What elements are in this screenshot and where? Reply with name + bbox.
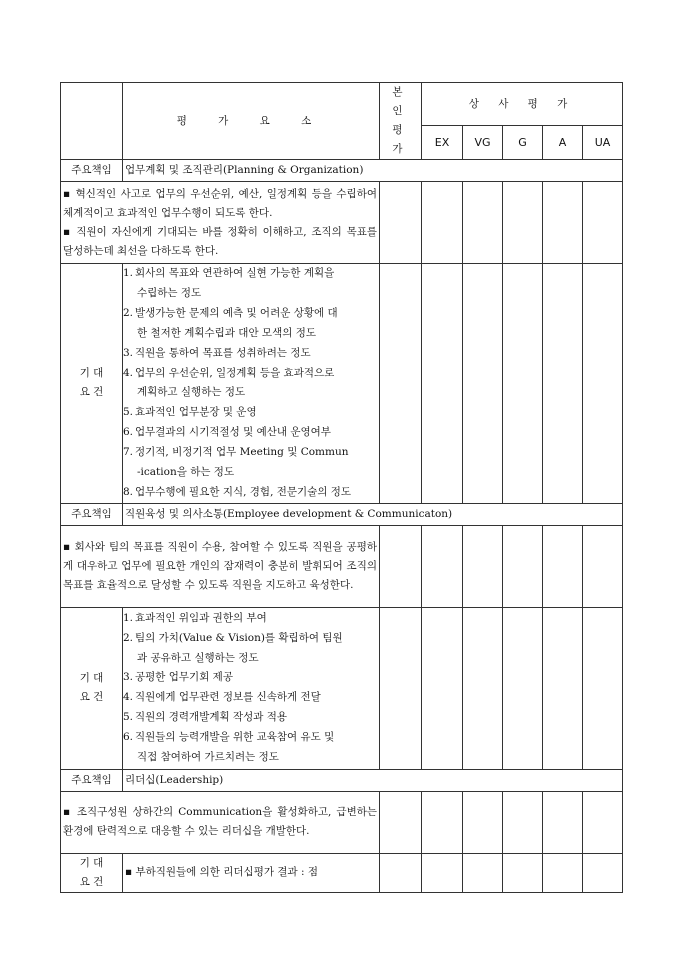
grade-cell-ex[interactable] — [422, 182, 463, 264]
self-eval-header — [380, 83, 422, 160]
item-text: 효과적인 위임과 권한의 부여 — [135, 611, 267, 624]
item-text: 업무결과의 시기적절성 및 예산내 운영여부 — [135, 426, 331, 439]
grade-cell-ex[interactable] — [422, 607, 463, 769]
item-number: 5. — [123, 711, 134, 724]
grade-header-ua: UA — [583, 126, 623, 160]
self-eval-cell[interactable] — [380, 607, 422, 769]
item-text-cont: 한 철저한 계획수립과 대안 모색의 정도 — [137, 326, 316, 339]
item-text-cont: 수립하는 정도 — [137, 286, 202, 299]
requirement-item — [125, 629, 377, 669]
grade-cell-g[interactable] — [503, 264, 543, 504]
item-text: 회사의 목표와 연관하여 실현 가능한 계획을 — [135, 267, 335, 279]
section-2-requirements — [123, 607, 380, 769]
requirement-label-line1: 기 대 — [79, 856, 104, 869]
grade-header-g: G — [503, 126, 543, 160]
item-number: 8. — [123, 485, 134, 498]
item-number: 6. — [123, 426, 134, 439]
requirement-label — [61, 607, 123, 769]
grade-cell-a[interactable] — [543, 607, 583, 769]
requirement-label — [61, 264, 123, 504]
item-text: 정기적, 비정기적 업무 Meeting 및 Commun — [135, 446, 349, 459]
grade-cell-a[interactable] — [543, 525, 583, 607]
section-1-desc-1: ▪ 혁신적인 사고로 업무의 우선순위, 예산, 일정계획 등을 수립하여 체계적이고 효과적인 업무수행이 되도록 한다. — [63, 187, 377, 219]
requirement-label — [61, 853, 123, 892]
item-text: 업무수행에 필요한 지식, 경험, 전문기술의 정도 — [135, 485, 352, 498]
item-text-cont: 계획하고 실행하는 정도 — [137, 386, 246, 399]
item-text-cont: 과 공유하고 실행하는 정도 — [137, 651, 259, 664]
requirement-label-line2: 요 건 — [79, 386, 104, 399]
self-eval-cell[interactable] — [380, 853, 422, 892]
grade-header-ex: EX — [422, 126, 463, 160]
evaluation-table — [60, 82, 623, 893]
section-label: 주요책임 — [61, 503, 123, 525]
grade-header-a: A — [543, 126, 583, 160]
self-eval-cell[interactable] — [380, 525, 422, 607]
requirement-item — [125, 403, 377, 423]
grade-cell-ex[interactable] — [422, 264, 463, 504]
section-3-requirement-text: ▪ 부하직원들에 의한 리더십평가 결과 : 점 — [123, 853, 380, 892]
grade-cell-vg[interactable] — [463, 607, 503, 769]
requirement-item — [125, 728, 377, 768]
grade-cell-a[interactable] — [543, 853, 583, 892]
grade-cell-ua[interactable] — [583, 791, 623, 853]
grade-header-vg: VG — [463, 126, 503, 160]
requirement-label-line1: 기 대 — [79, 672, 104, 685]
requirement-item — [125, 483, 377, 503]
requirement-item — [125, 609, 377, 629]
grade-cell-ua[interactable] — [583, 264, 623, 504]
self-eval-header-line2: 평 가 — [392, 124, 409, 155]
grade-cell-ex[interactable] — [422, 853, 463, 892]
self-eval-cell[interactable] — [380, 182, 422, 264]
section-2-description: ▪ 회사와 팀의 목표를 직원이 수용, 참여할 수 있도록 직원을 공평하게 대우하고 업무에 필요한 개인의 잠재력이 충분히 발휘되어 조직의 목표를 효율적으로 달성할 수 있도록 직원을 지도하고 육성한다. — [61, 525, 380, 607]
requirement-item — [125, 364, 377, 404]
grade-cell-g[interactable] — [503, 182, 543, 264]
grade-cell-g[interactable] — [503, 525, 543, 607]
section-label: 주요책임 — [61, 160, 123, 182]
requirement-label-line2: 요 건 — [79, 691, 104, 704]
item-text: 효과적인 업무분장 및 운영 — [135, 406, 257, 419]
item-number: 2. — [123, 306, 134, 319]
grade-cell-g[interactable] — [503, 853, 543, 892]
item-text: 공평한 업무기회 제공 — [135, 671, 233, 684]
grade-cell-g[interactable] — [503, 791, 543, 853]
item-number: 1. — [123, 267, 134, 279]
header-corner-cell — [61, 83, 123, 160]
item-number: 6. — [123, 731, 134, 744]
item-number: 3. — [123, 671, 134, 684]
self-eval-header-line1: 본 인 — [392, 86, 409, 117]
requirement-item — [125, 668, 377, 688]
item-number: 5. — [123, 406, 134, 419]
section-2-title: 직원육성 및 의사소통(Employee development & Communicaton) — [123, 503, 623, 525]
self-eval-cell[interactable] — [380, 791, 422, 853]
item-text-cont: -ication을 하는 정도 — [137, 466, 235, 479]
grade-cell-vg[interactable] — [463, 791, 503, 853]
grade-cell-ua[interactable] — [583, 607, 623, 769]
item-number: 7. — [123, 446, 134, 459]
grade-cell-vg[interactable] — [463, 264, 503, 504]
grade-cell-a[interactable] — [543, 791, 583, 853]
requirement-label-line1: 기 대 — [79, 367, 104, 380]
item-text: 직원들의 능력개발을 위한 교육참여 유도 및 — [135, 731, 335, 744]
requirement-item — [125, 264, 377, 304]
item-number: 2. — [123, 631, 134, 644]
section-label: 주요책임 — [61, 769, 123, 791]
grade-cell-ex[interactable] — [422, 525, 463, 607]
requirement-item — [125, 708, 377, 728]
section-1-requirements — [123, 264, 380, 504]
requirement-item — [125, 344, 377, 364]
requirement-label-line2: 요 건 — [79, 875, 104, 888]
requirement-item — [125, 423, 377, 443]
requirement-item — [125, 304, 377, 344]
section-1-desc-2: ▪ 직원이 자신에게 기대되는 바를 정확히 이해하고, 조직의 목표를 달성하는데 최선을 다하도록 한다. — [63, 225, 377, 257]
section-3-description: ▪ 조직구성원 상하간의 Communication을 활성화하고, 급변하는 환경에 탄력적으로 대응할 수 있는 리더십을 개발한다. — [61, 791, 380, 853]
supervisor-eval-header: 상 사 평 가 — [422, 83, 623, 126]
item-text-cont: 직접 참여하여 가르치려는 정도 — [137, 751, 279, 764]
item-text: 직원에게 업무관련 정보를 신속하게 전달 — [135, 691, 321, 704]
grade-cell-ua[interactable] — [583, 853, 623, 892]
grade-cell-ex[interactable] — [422, 791, 463, 853]
grade-cell-a[interactable] — [543, 264, 583, 504]
section-3-title: 리더십(Leadership) — [123, 769, 623, 791]
item-text: 발생가능한 문제의 예측 및 어려운 상황에 대 — [135, 306, 338, 319]
grade-cell-ua[interactable] — [583, 182, 623, 264]
item-text: 팀의 가치(Value & Vision)를 확립하여 팀원 — [135, 631, 343, 644]
requirement-item — [125, 688, 377, 708]
item-number: 4. — [123, 691, 134, 704]
item-number: 4. — [123, 366, 134, 379]
requirement-item — [125, 443, 377, 483]
item-number: 3. — [123, 346, 134, 359]
criteria-header: 평 가 요 소 — [123, 83, 380, 160]
grade-cell-a[interactable] — [543, 182, 583, 264]
grade-cell-vg[interactable] — [463, 525, 503, 607]
grade-cell-vg[interactable] — [463, 853, 503, 892]
grade-cell-ua[interactable] — [583, 525, 623, 607]
item-text: 업무의 우선순위, 일정계획 등을 효과적으로 — [135, 366, 335, 379]
grade-cell-g[interactable] — [503, 607, 543, 769]
self-eval-cell[interactable] — [380, 264, 422, 504]
item-text: 직원의 경력개발계획 작성과 적용 — [135, 711, 288, 724]
grade-cell-vg[interactable] — [463, 182, 503, 264]
item-text: 직원을 통하여 목표를 성취하려는 정도 — [135, 346, 311, 359]
section-1-description — [61, 182, 380, 264]
section-1-title: 업무계획 및 조직관리(Planning & Organization) — [123, 160, 623, 182]
item-number: 1. — [123, 611, 134, 624]
